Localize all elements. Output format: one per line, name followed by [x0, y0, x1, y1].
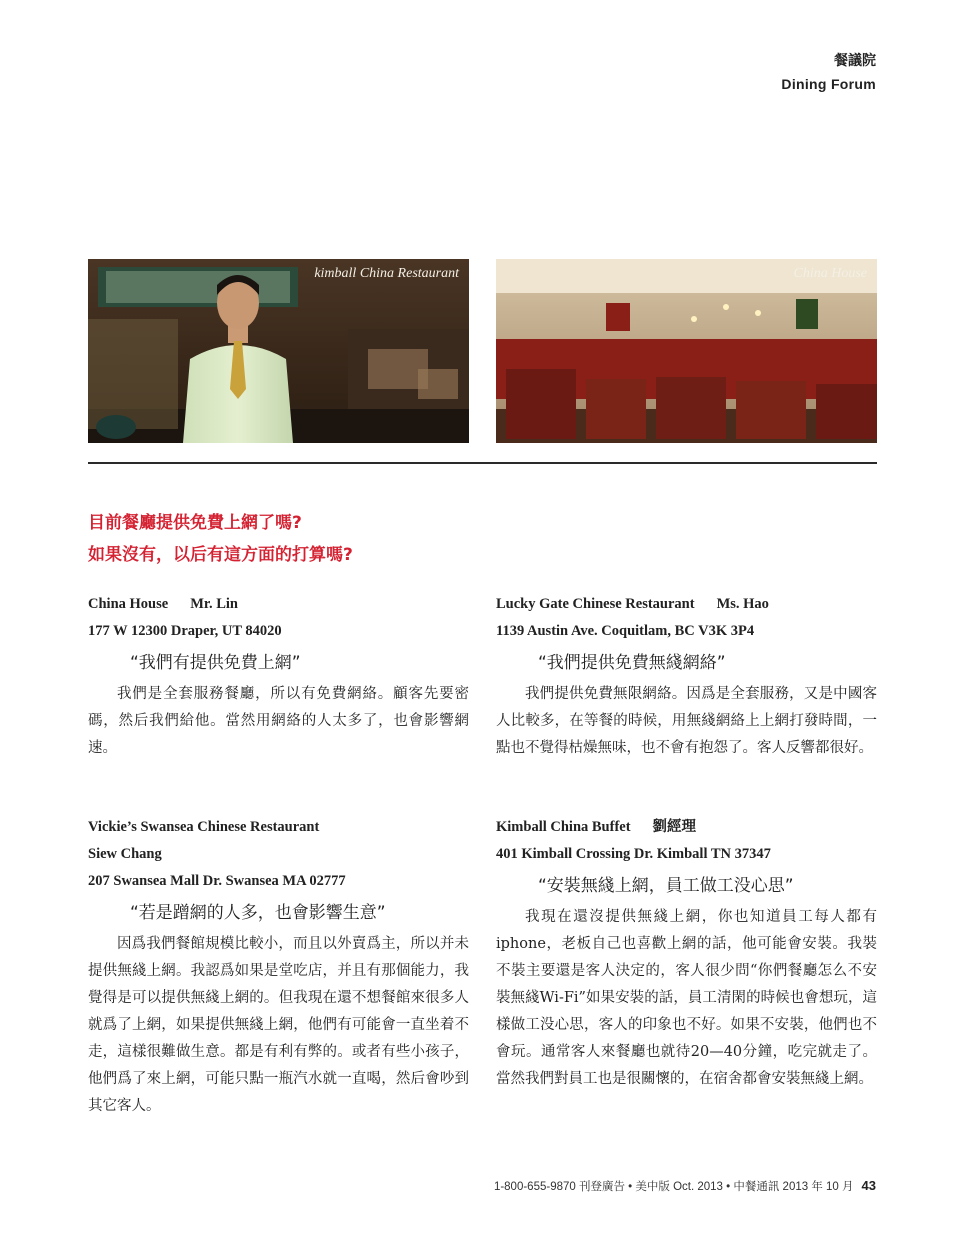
- restaurant-name: Vickie’s Swansea Chinese Restaurant: [88, 819, 320, 835]
- contact-person: Siew Chang: [88, 846, 162, 862]
- pull-quote: “我們有提供免費上網”: [130, 653, 301, 673]
- pull-quote: “安裝無綫上網，員工做工没心思”: [538, 876, 794, 896]
- pull-quote: “我們提供免費無綫網絡”: [538, 653, 726, 673]
- restaurant-photo-illustration: [88, 259, 469, 443]
- contact-person: Ms. Hao: [716, 596, 769, 612]
- answer-text: 因爲我們餐館規模比較小，而且以外賣爲主，所以并未提供無綫上網。我認爲如果是堂吃店，并且有那個能力，我覺得是可以提供無綫上網的。但我現在還不想餐館來很多人就爲了上網，如果提供無綫上網，他們有可能會一直坐着不走，這樣很難做生意。都是有利有弊的。或者有些小孩子，他們爲了來上網，可能只點一瓶汽水就一直喝，然后會吵到其它客人。: [88, 936, 469, 1114]
- answer-text: 我們是全套服務餐廳，所以有免費網絡。顧客先要密碼，然后我們給他。當然用網絡的人太多了，也會影響網速。: [88, 686, 469, 756]
- contact-person: 劉經理: [652, 819, 697, 835]
- section-title-zh: 餐議院: [834, 53, 876, 69]
- restaurant-photo-illustration: [496, 259, 877, 443]
- page-number: 43: [861, 1178, 876, 1193]
- answer-text: 我們提供免費無限網絡。因爲是全套服務，又是中國客人比較多，在等餐的時候，用無綫網絡上上網打發時間，一點也不覺得枯燥無味，也不會有抱怨了。客人反響都很好。: [496, 686, 877, 756]
- question-line-2: 如果沒有，以后有這方面的打算嗎?: [88, 545, 353, 565]
- interview-kimball-buffet: [496, 814, 877, 1093]
- restaurant-name: Kimball China Buffet: [496, 819, 631, 835]
- restaurant-name: Lucky Gate Chinese Restaurant: [496, 596, 695, 612]
- photo-caption: kimball China Restaurant: [314, 266, 459, 281]
- restaurant-name-line: [496, 591, 877, 618]
- photo-kimball-restaurant: [88, 259, 469, 443]
- page-footer: [494, 1178, 876, 1194]
- restaurant-address: 401 Kimball Crossing Dr. Kimball TN 37347: [496, 846, 771, 862]
- restaurant-name: China House: [88, 596, 169, 612]
- question-line-1: 目前餐廳提供免費上網了嗎?: [88, 513, 302, 533]
- footer-text: 1-800-655-9870 刊登廣告 • 美中版 Oct. 2013 • 中餐通訊 2013 年 10 月: [493, 1181, 854, 1193]
- section-divider: [88, 462, 877, 464]
- restaurant-address: 1139 Austin Ave. Coquitlam, BC V3K 3P4: [496, 623, 755, 639]
- interview-vickies-swansea: [88, 814, 469, 1120]
- photo-caption: China House: [793, 266, 867, 281]
- contact-person: Mr. Lin: [190, 596, 238, 612]
- restaurant-name-line: [496, 814, 877, 841]
- interview-china-house: [88, 591, 469, 762]
- section-header: [781, 50, 876, 92]
- pull-quote: “若是蹭網的人多，也會影響生意”: [130, 903, 386, 923]
- interview-lucky-gate: [496, 591, 877, 762]
- answer-text: 我現在還沒提供無綫上網，你也知道員工每人都有iphone，老板自己也喜歡上網的話，他可能會安裝。我裝不裝主要還是客人決定的，客人很少問“你們餐廳怎么不安裝無綫Wi-Fi”如果安裝的話，員工清閑的時候也會想玩，這樣做工没心思，客人的印象也不好。如果不安裝，他們也不會玩。通常客人來餐廳也就待20—40分鐘，吃完就走了。當然我們對員工也是很關懷的，在宿舍都會安裝無綫上網。: [496, 909, 877, 1087]
- restaurant-address: 177 W 12300 Draper, UT 84020: [88, 623, 282, 639]
- restaurant-address: 207 Swansea Mall Dr. Swansea MA 02777: [88, 873, 346, 889]
- section-title-en: Dining Forum: [781, 76, 876, 92]
- restaurant-name-line: [88, 591, 469, 618]
- photo-china-house: [496, 259, 877, 443]
